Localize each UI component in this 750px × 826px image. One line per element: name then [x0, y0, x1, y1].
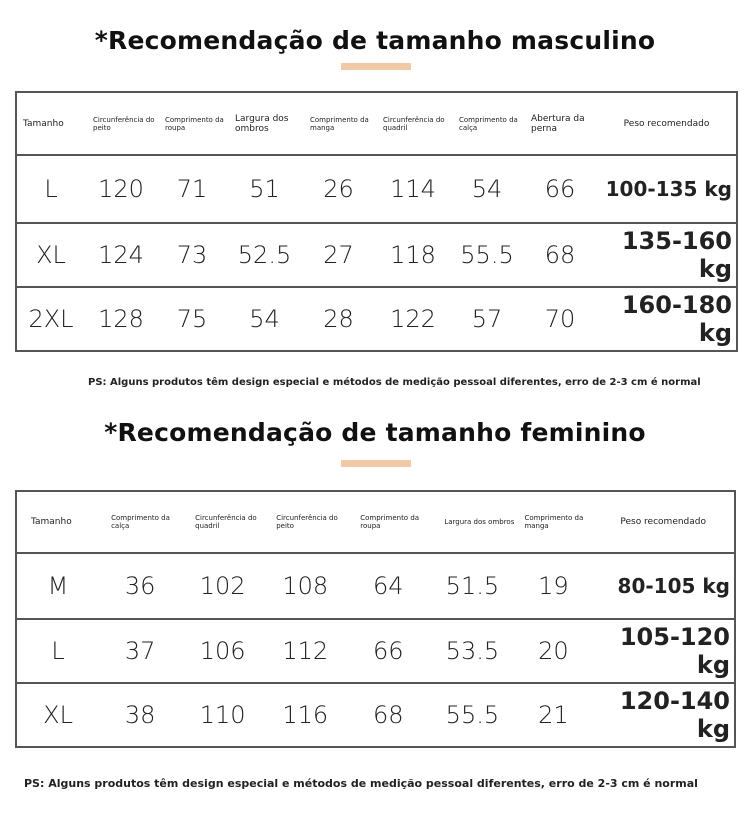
cell-weight: 160-180 kg — [597, 287, 737, 351]
cell-value: 120 — [85, 155, 157, 223]
cell-value: 19 — [514, 553, 592, 619]
cell-value: 55.5 — [430, 683, 514, 747]
male-title-underline — [341, 63, 411, 70]
header-largura-ombros: Largura dos ombros — [430, 491, 514, 553]
female-title-underline — [341, 460, 411, 467]
header-tamanho: Tamanho — [16, 92, 85, 155]
cell-value: 36 — [99, 553, 181, 619]
cell-value: 73 — [157, 223, 227, 287]
cell-value: 38 — [99, 683, 181, 747]
cell-value: 71 — [157, 155, 227, 223]
cell-value: 108 — [264, 553, 346, 619]
cell-weight: 120-140 kg — [592, 683, 735, 747]
cell-value: 128 — [85, 287, 157, 351]
cell-value: 114 — [375, 155, 451, 223]
cell-value: 51 — [227, 155, 302, 223]
cell-value: 68 — [523, 223, 597, 287]
female-section-title: *Recomendação de tamanho feminino — [104, 418, 646, 447]
cell-value: 66 — [523, 155, 597, 223]
header-peso: Peso recomendado — [597, 92, 737, 155]
cell-value: 55.5 — [451, 223, 523, 287]
cell-value: 51.5 — [430, 553, 514, 619]
cell-value: 112 — [264, 619, 346, 683]
cell-size: M — [16, 553, 99, 619]
cell-value: 64 — [346, 553, 430, 619]
header-circ-peito: Circunferência do peito — [264, 491, 346, 553]
header-circ-quadril: Circunferência do quadril — [181, 491, 264, 553]
male-size-table — [15, 91, 738, 352]
table-row — [16, 287, 737, 351]
header-comp-manga: Comprimento da manga — [514, 491, 592, 553]
header-comp-roupa: Comprimento da roupa — [346, 491, 430, 553]
cell-weight: 105-120 kg — [592, 619, 735, 683]
header-circ-quadril: Circunferência do quadril — [375, 92, 451, 155]
male-section-title: *Recomendação de tamanho masculino — [94, 26, 656, 55]
cell-value: 26 — [302, 155, 375, 223]
cell-value: 52.5 — [227, 223, 302, 287]
table-row — [16, 223, 737, 287]
cell-value: 75 — [157, 287, 227, 351]
cell-value: 54 — [227, 287, 302, 351]
cell-value: 106 — [181, 619, 264, 683]
cell-weight: 100-135 kg — [597, 155, 737, 223]
female-measurement-note: PS: Alguns produtos têm design especial e métodos de medição pessoal diferentes, erro de 2-3 cm é normal — [24, 777, 698, 790]
cell-value: 37 — [99, 619, 181, 683]
cell-value: 66 — [346, 619, 430, 683]
header-comp-roupa: Comprimento da roupa — [157, 92, 227, 155]
male-measurement-note: PS: Alguns produtos têm design especial e métodos de medição pessoal diferentes, erro de 2-3 cm é normal — [88, 377, 701, 388]
cell-value: 124 — [85, 223, 157, 287]
cell-value: 116 — [264, 683, 346, 747]
cell-value: 70 — [523, 287, 597, 351]
cell-value: 68 — [346, 683, 430, 747]
cell-size: L — [16, 619, 99, 683]
header-comp-calca: Comprimento da calça — [451, 92, 523, 155]
cell-value: 57 — [451, 287, 523, 351]
header-comp-calca: Comprimento da calça — [99, 491, 181, 553]
cell-value: 122 — [375, 287, 451, 351]
cell-value: 102 — [181, 553, 264, 619]
female-size-table — [15, 490, 736, 748]
table-row — [16, 683, 735, 747]
cell-weight: 135-160 kg — [597, 223, 737, 287]
cell-value: 28 — [302, 287, 375, 351]
header-largura-ombros: Largura dos ombros — [227, 92, 302, 155]
header-tamanho: Tamanho — [16, 491, 99, 553]
table-row — [16, 155, 737, 223]
cell-value: 53.5 — [430, 619, 514, 683]
cell-value: 21 — [514, 683, 592, 747]
header-peso: Peso recomendado — [592, 491, 735, 553]
table-row — [16, 553, 735, 619]
cell-value: 54 — [451, 155, 523, 223]
female-header-row — [16, 491, 735, 553]
cell-value: 118 — [375, 223, 451, 287]
cell-value: 20 — [514, 619, 592, 683]
male-header-row — [16, 92, 737, 155]
cell-size: 2XL — [16, 287, 85, 351]
header-abertura-perna: Abertura da perna — [523, 92, 597, 155]
header-comp-manga: Comprimento da manga — [302, 92, 375, 155]
header-circ-peito: Circunferência do peito — [85, 92, 157, 155]
cell-size: XL — [16, 683, 99, 747]
cell-size: L — [16, 155, 85, 223]
cell-size: XL — [16, 223, 85, 287]
cell-value: 27 — [302, 223, 375, 287]
table-row — [16, 619, 735, 683]
cell-weight: 80-105 kg — [592, 553, 735, 619]
cell-value: 110 — [181, 683, 264, 747]
